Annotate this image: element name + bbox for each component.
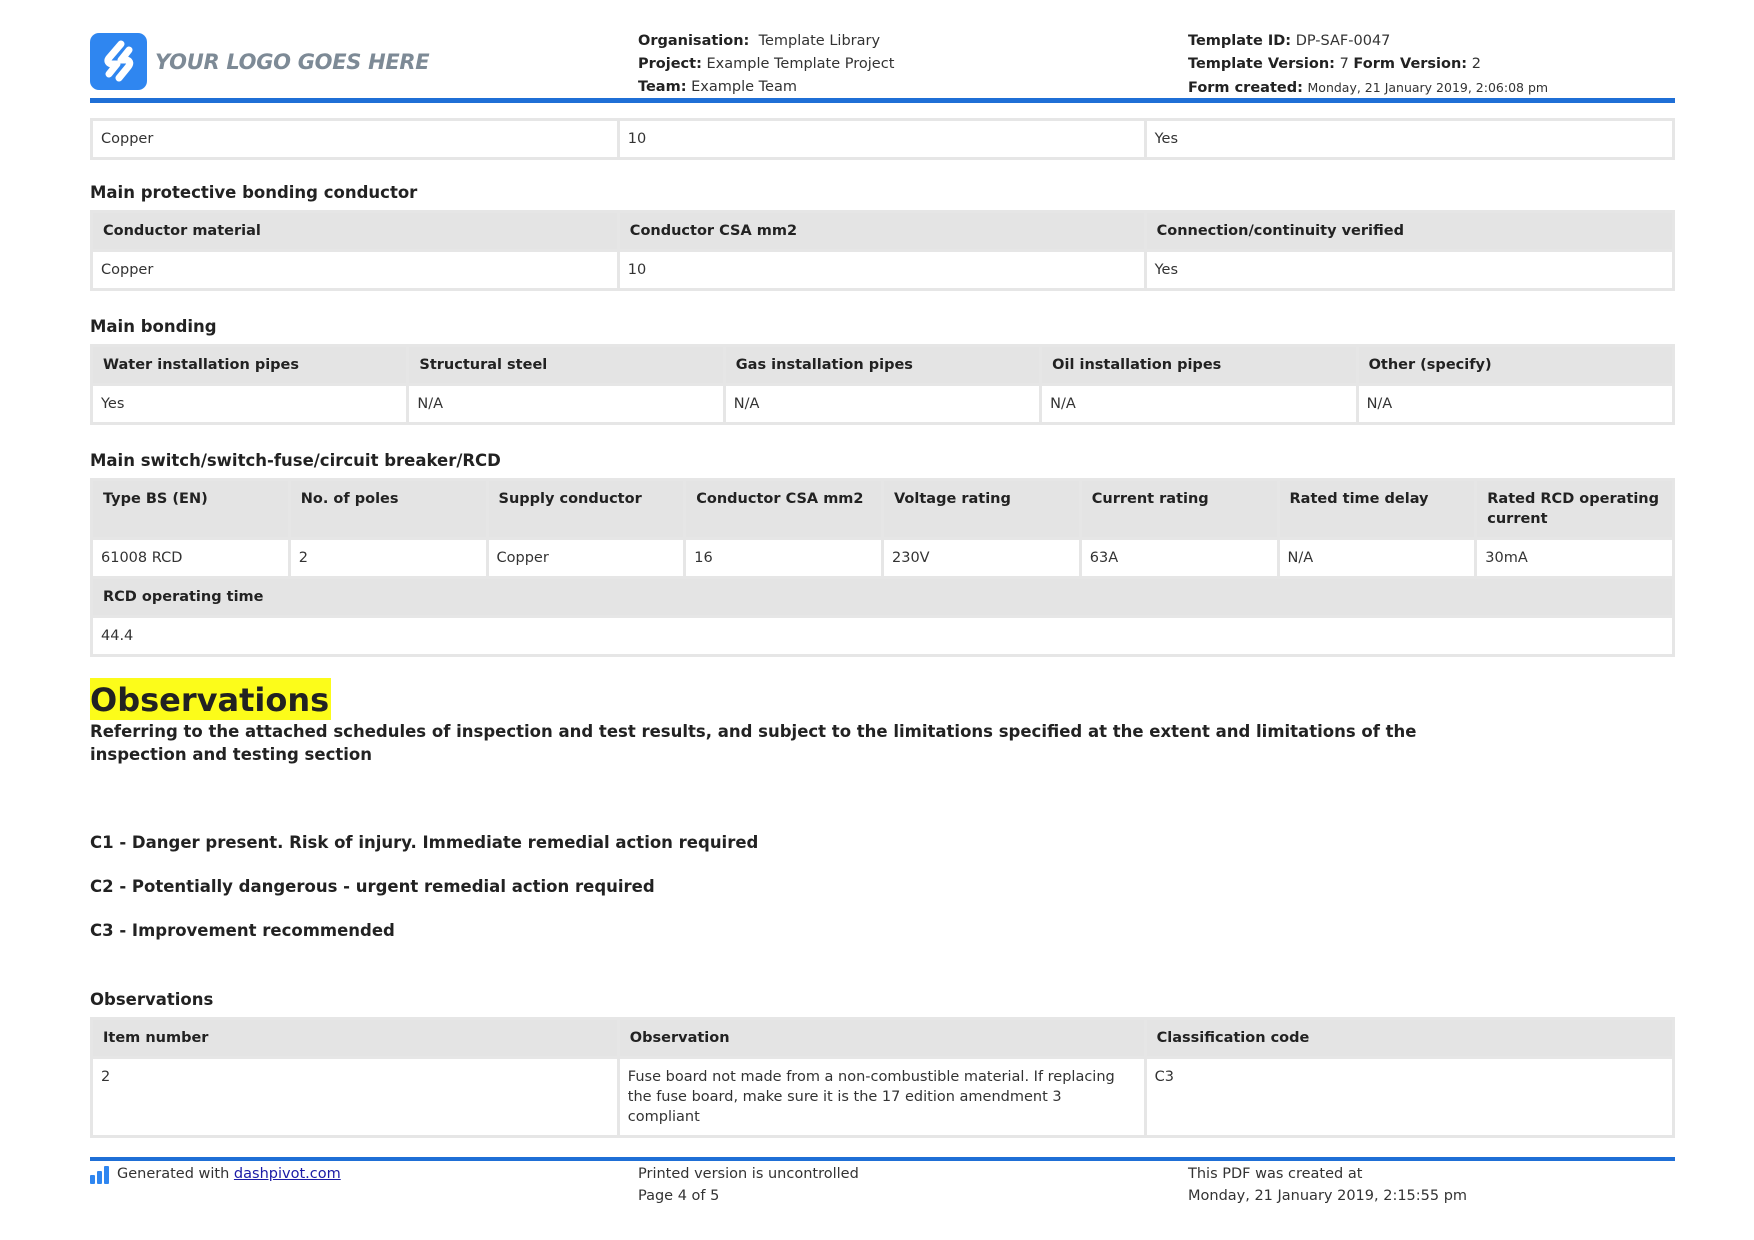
table-cell: 2 bbox=[291, 540, 486, 576]
column-header-rcd-time: RCD operating time bbox=[93, 579, 1672, 615]
table-row bbox=[93, 618, 1672, 654]
form-version-value: 2 bbox=[1471, 56, 1481, 72]
table-cell: C3 bbox=[1147, 1059, 1672, 1135]
organisation-value: Template Library bbox=[758, 33, 881, 49]
table-cell: N/A bbox=[726, 386, 1039, 422]
organisation-label: Organisation: bbox=[638, 33, 750, 49]
team-value: Example Team bbox=[691, 79, 797, 95]
column-header: Structural steel bbox=[409, 347, 722, 383]
column-header: Conductor material bbox=[93, 213, 617, 249]
table-row bbox=[93, 540, 1672, 576]
company-logo bbox=[90, 33, 429, 90]
column-header: Item number bbox=[93, 1020, 617, 1056]
column-header: Other (specify) bbox=[1359, 347, 1672, 383]
table-cell: Copper bbox=[93, 121, 617, 157]
table-header-row bbox=[93, 481, 1672, 537]
column-header: Current rating bbox=[1082, 481, 1277, 537]
table-cell: Fuse board not made from a non-combustible material. If replacing the fuse board, make sure it is the 17 edition amendment 3 compliant bbox=[620, 1059, 1144, 1135]
header-project-info bbox=[638, 30, 894, 99]
project-value: Example Template Project bbox=[706, 56, 895, 72]
table-cell: 16 bbox=[686, 540, 881, 576]
table-cell: 63A bbox=[1082, 540, 1277, 576]
column-header: Water installation pipes bbox=[93, 347, 406, 383]
form-version-label: Form Version: bbox=[1353, 56, 1468, 72]
section-title-observations-table: Observations bbox=[90, 990, 214, 1009]
table-cell-rcd-time: 44.4 bbox=[93, 618, 1672, 654]
table-row bbox=[93, 1059, 1672, 1135]
table-cell: N/A bbox=[1042, 386, 1355, 422]
main-switch-table bbox=[90, 478, 1675, 657]
table-cell: 10 bbox=[620, 252, 1144, 288]
table-row bbox=[93, 252, 1672, 288]
pdf-created-label: This PDF was created at bbox=[1188, 1166, 1363, 1182]
project-label: Project: bbox=[638, 56, 702, 72]
dashpivot-link[interactable]: dashpivot.com bbox=[233, 1166, 341, 1182]
table-cell: Yes bbox=[1147, 252, 1672, 288]
template-version-value: 7 bbox=[1339, 56, 1349, 72]
classification-code-c1: C1 - Danger present. Risk of injury. Immediate remedial action required bbox=[90, 833, 759, 852]
form-created-value: Monday, 21 January 2019, 2:06:08 pm bbox=[1307, 80, 1549, 95]
table-cell: N/A bbox=[1359, 386, 1672, 422]
team-label: Team: bbox=[638, 79, 687, 95]
table-cell: N/A bbox=[1280, 540, 1475, 576]
uncontrolled-notice: Printed version is uncontrolled bbox=[638, 1166, 859, 1182]
template-version-label: Template Version: bbox=[1188, 56, 1335, 72]
form-created-label: Form created: bbox=[1188, 80, 1303, 96]
column-header: Gas installation pipes bbox=[726, 347, 1039, 383]
classification-code-c3: C3 - Improvement recommended bbox=[90, 921, 395, 940]
column-header: Voltage rating bbox=[884, 481, 1079, 537]
logo-text: YOUR LOGO GOES HERE bbox=[155, 49, 430, 74]
observations-heading: Observations bbox=[90, 678, 331, 720]
table-cell: N/A bbox=[409, 386, 722, 422]
column-header: Supply conductor bbox=[489, 481, 684, 537]
logo-mark-icon bbox=[90, 33, 147, 90]
protective-bonding-table bbox=[90, 210, 1675, 291]
footer-pdf-created bbox=[1188, 1163, 1467, 1207]
table-cell: 230V bbox=[884, 540, 1079, 576]
table-cell: 61008 RCD bbox=[93, 540, 288, 576]
observations-table bbox=[90, 1017, 1675, 1138]
table-cell: 2 bbox=[93, 1059, 617, 1135]
header-divider bbox=[90, 98, 1675, 103]
table-header-row bbox=[93, 347, 1672, 383]
dashpivot-bars-icon bbox=[90, 1166, 111, 1184]
footer-divider bbox=[90, 1157, 1675, 1161]
pdf-created-value: Monday, 21 January 2019, 2:15:55 pm bbox=[1188, 1188, 1468, 1204]
page-header bbox=[90, 30, 1675, 102]
column-header: Conductor CSA mm2 bbox=[686, 481, 881, 537]
footer-generated bbox=[90, 1163, 341, 1185]
column-header: No. of poles bbox=[291, 481, 486, 537]
table-cell: 10 bbox=[620, 121, 1144, 157]
classification-code-c2: C2 - Potentially dangerous - urgent remedial action required bbox=[90, 877, 655, 896]
table-row bbox=[93, 121, 1672, 157]
main-bonding-table bbox=[90, 344, 1675, 425]
observations-intro: Referring to the attached schedules of inspection and test results, and subject to the limitations specified at the extent and limitations of the inspection and testing section bbox=[90, 722, 1417, 764]
table-header-row bbox=[93, 213, 1672, 249]
header-template-info bbox=[1188, 30, 1548, 100]
column-header: Classification code bbox=[1147, 1020, 1672, 1056]
table-cell: Copper bbox=[93, 252, 617, 288]
table-header-row bbox=[93, 1020, 1672, 1056]
section-title-main-switch: Main switch/switch-fuse/circuit breaker/RCD bbox=[90, 451, 501, 470]
earthing-conductor-table bbox=[90, 118, 1675, 160]
table-header-row bbox=[93, 579, 1672, 615]
table-cell: Copper bbox=[489, 540, 684, 576]
template-id-value: DP-SAF-0047 bbox=[1295, 33, 1391, 49]
column-header: Connection/continuity verified bbox=[1147, 213, 1672, 249]
column-header: Rated RCD operating current bbox=[1477, 481, 1672, 537]
generated-with-text: Generated with bbox=[117, 1166, 230, 1182]
column-header: Conductor CSA mm2 bbox=[620, 213, 1144, 249]
table-row bbox=[93, 386, 1672, 422]
column-header: Observation bbox=[620, 1020, 1144, 1056]
page-number: Page 4 of 5 bbox=[638, 1188, 720, 1204]
footer-print-info bbox=[638, 1163, 859, 1207]
section-title-protective-bonding: Main protective bonding conductor bbox=[90, 183, 418, 202]
column-header: Rated time delay bbox=[1280, 481, 1475, 537]
column-header: Oil installation pipes bbox=[1042, 347, 1355, 383]
section-title-main-bonding: Main bonding bbox=[90, 317, 217, 336]
table-cell: 30mA bbox=[1477, 540, 1672, 576]
column-header: Type BS (EN) bbox=[93, 481, 288, 537]
table-cell: Yes bbox=[93, 386, 406, 422]
template-id-label: Template ID: bbox=[1188, 33, 1292, 49]
table-cell: Yes bbox=[1147, 121, 1672, 157]
report-page bbox=[90, 0, 1675, 1240]
